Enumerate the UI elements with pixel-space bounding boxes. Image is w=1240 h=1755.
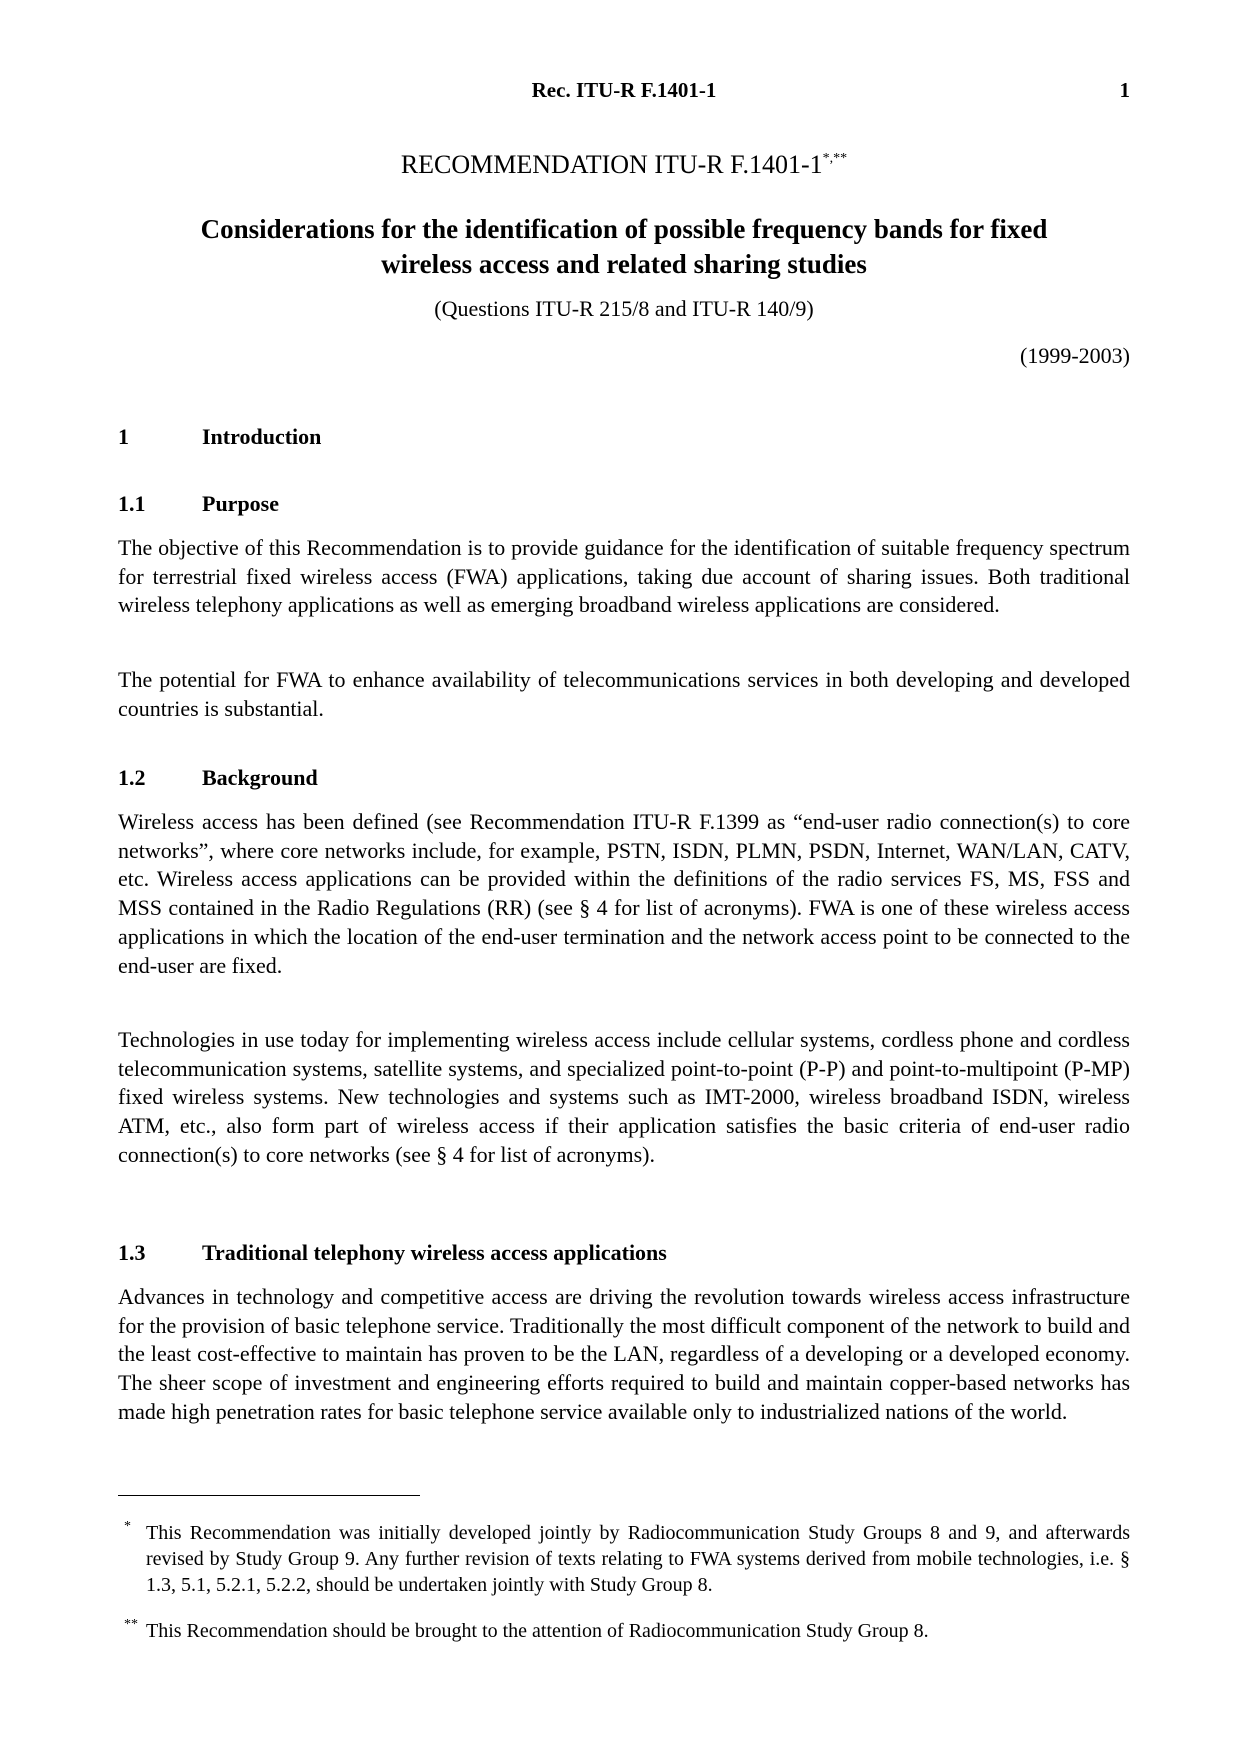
section-title: Purpose bbox=[202, 491, 279, 516]
section-number: 1.3 bbox=[118, 1240, 146, 1265]
footnote-mark: ** bbox=[124, 1617, 138, 1632]
section-title: Background bbox=[202, 765, 318, 790]
section-title: Introduction bbox=[202, 424, 322, 449]
paragraph: The objective of this Recommendation is to provide guidance for the identification of suitable frequency spectrum for terrestrial fixed wireless access (FWA) applications, taking due account of sharing issues. Both traditional wireless telephony applications as well as emerging broadband wireless applications are considered. bbox=[118, 535, 1130, 618]
main-title-line-2: wireless access and related sharing studies bbox=[381, 249, 867, 279]
page-number: 1 bbox=[1119, 78, 1130, 102]
questions-reference: (Questions ITU-R 215/8 and ITU-R 140/9) bbox=[434, 296, 814, 321]
footnote-text: This Recommendation was initially developed jointly by Radiocommunication Study Groups 8 and 9, and afterwards revised by Study Group 9. Any further revision of texts relating to FWA systems derived from mobile technologies, i.e. § 1.3, 5.1, 5.2.1, 5.2.2, should be undertaken jointly with Study Group 8. bbox=[146, 1522, 1130, 1596]
section-number: 1 bbox=[118, 424, 129, 449]
section-number: 1.1 bbox=[118, 491, 146, 516]
footnote-text: This Recommendation should be brought to the attention of Radiocommunication Study Group 8. bbox=[146, 1620, 929, 1642]
main-title-line-1: Considerations for the identification of possible frequency bands for fixed bbox=[200, 214, 1048, 244]
footnote bbox=[118, 1618, 1130, 1648]
running-title: Rec. ITU-R F.1401-1 bbox=[531, 78, 717, 102]
section-heading-1 bbox=[118, 424, 321, 450]
recommendation-title-text: RECOMMENDATION ITU-R F.1401-1 bbox=[400, 150, 823, 179]
main-title bbox=[118, 212, 1130, 282]
running-header bbox=[118, 78, 1130, 106]
footnote-mark: * bbox=[124, 1519, 131, 1534]
section-title: Traditional telephony wireless access applications bbox=[202, 1240, 667, 1265]
footnote bbox=[118, 1520, 1130, 1600]
paragraph: The potential for FWA to enhance availability of telecommunications services in both developing and developed countries is substantial. bbox=[118, 667, 1130, 721]
years: (1999-2003) bbox=[1020, 343, 1130, 368]
section-heading-1-1 bbox=[118, 491, 279, 517]
paragraph: Advances in technology and competitive access are driving the revolution towards wireless access infrastructure for the provision of basic telephone service. Traditionally the most difficult component of the network to build and the least cost-effective to maintain has proven to be the LAN, regardless of a developing or a developed economy. The sheer scope of investment and engineering efforts required to build and maintain copper-based networks has made high penetration rates for basic telephone service available only to industrialized nations of the world. bbox=[118, 1284, 1130, 1424]
section-number: 1.2 bbox=[118, 765, 146, 790]
paragraph: Technologies in use today for implementing wireless access include cellular systems, cordless phone and cordless telecommunication systems, satellite systems, and specialized point-to-point (P-P) and point-to-multipoint (P-MP) fixed wireless systems. New technologies and systems such as IMT-2000, wireless broadband ISDN, wireless ATM, etc., also form part of wireless access if their application satisfies the basic criteria of end-user radio connection(s) to core networks (see § 4 for list of acronyms). bbox=[118, 1027, 1130, 1167]
footnote-separator bbox=[118, 1495, 420, 1496]
footnote-marks: *,** bbox=[822, 151, 848, 166]
section-heading-1-3 bbox=[118, 1240, 667, 1266]
recommendation-title bbox=[118, 150, 1130, 180]
paragraph: Wireless access has been defined (see Recommendation ITU-R F.1399 as “end-user radio connection(s) to core networks”, where core networks include, for example, PSTN, ISDN, PLMN, PSDN, Internet, WAN/LAN, CATV, etc. Wireless access applications can be provided within the definitions of the radio services FS, MS, FSS and MSS contained in the Radio Regulations (RR) (see § 4 for list of acronyms). FWA is one of these wireless access applications in which the location of the end-user termination and the network access point to be connected to the end-user are fixed. bbox=[118, 809, 1130, 978]
section-heading-1-2 bbox=[118, 765, 318, 791]
